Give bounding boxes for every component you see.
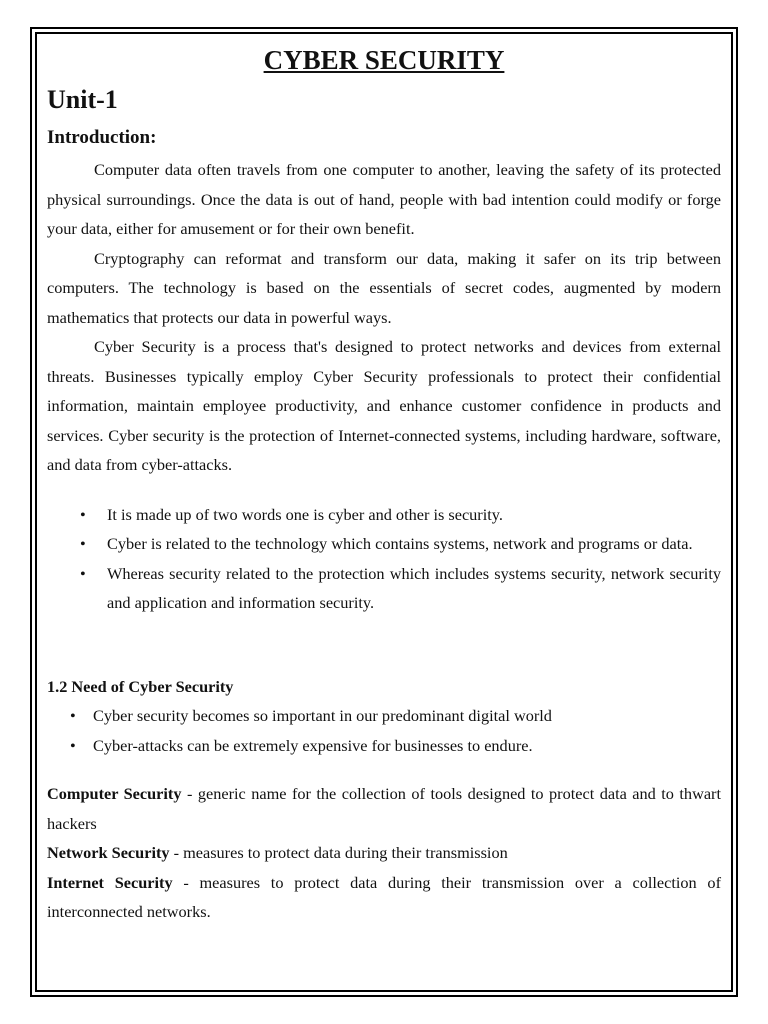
list-item-text: It is made up of two words one is cyber and other is security.: [107, 504, 503, 524]
intro-bullet-list: [47, 500, 721, 618]
definition-internet-security: [47, 868, 721, 927]
definition-text: - measures to protect data during their transmission over a collection of interconnected networks.: [47, 872, 721, 921]
definition-term: Computer Security: [47, 784, 182, 803]
definitions-block: [47, 779, 721, 927]
list-item-text: Cyber is related to the technology which contains systems, network and programs or data.: [107, 534, 693, 553]
unit-heading: Unit-1: [47, 85, 118, 114]
list-item: [47, 500, 721, 530]
need-section-heading: 1.2 Need of Cyber Security: [47, 676, 234, 696]
list-item: [47, 559, 721, 618]
paragraph-data-travel: Computer data often travels from one computer to another, leaving the safety of its protected physical surroundings. Once the data is out of hand, people with bad intention could modify or forge your data, either for amusement or for their own benefit.: [47, 160, 721, 238]
list-item-text: Whereas security related to the protection which includes systems security, network security and application and information security.: [107, 563, 721, 612]
definition-computer-security: [47, 779, 721, 838]
list-item-text: Cyber security becomes so important in our predominant digital world: [93, 706, 552, 725]
bullet-icon: •: [70, 706, 76, 725]
bullet-icon: •: [80, 534, 86, 553]
paragraph-cyber-security: Cyber Security is a process that's designed to protect networks and devices from external threats. Businesses typically employ Cyber Security professionals to protect their confidential information, maintain employee productivity, and enhance customer confidence in products and services. Cyber security is the protection of Internet-connected systems, including hardware, software, and data from cyber-attacks.: [47, 337, 721, 474]
definition-term: Internet Security: [47, 872, 173, 892]
introduction-heading: Introduction:: [47, 127, 157, 148]
definition-text: - generic name for the collection of tools designed to protect data and to thwart hackers: [47, 784, 721, 833]
document-content: [47, 42, 721, 927]
definition-text: - measures to protect data during their transmission: [169, 843, 508, 862]
paragraph-cryptography: Cryptography can reformat and transform our data, making it safer on its trip between computers. The technology is based on the essentials of secret codes, augmented by modern mathematics that protects our data in powerful ways.: [47, 248, 721, 327]
list-item: [47, 529, 721, 559]
list-item: [47, 731, 721, 761]
bullet-icon: •: [70, 735, 76, 755]
document-title: CYBER SECURITY: [263, 45, 505, 75]
need-bullet-list: [47, 701, 721, 760]
bullet-icon: •: [80, 504, 86, 524]
list-item: [47, 701, 721, 731]
definition-network-security: [47, 838, 721, 868]
definition-term: Network Security: [47, 843, 170, 862]
bullet-icon: •: [80, 563, 86, 583]
list-item-text: Cyber-attacks can be extremely expensive for businesses to endure.: [93, 735, 533, 755]
